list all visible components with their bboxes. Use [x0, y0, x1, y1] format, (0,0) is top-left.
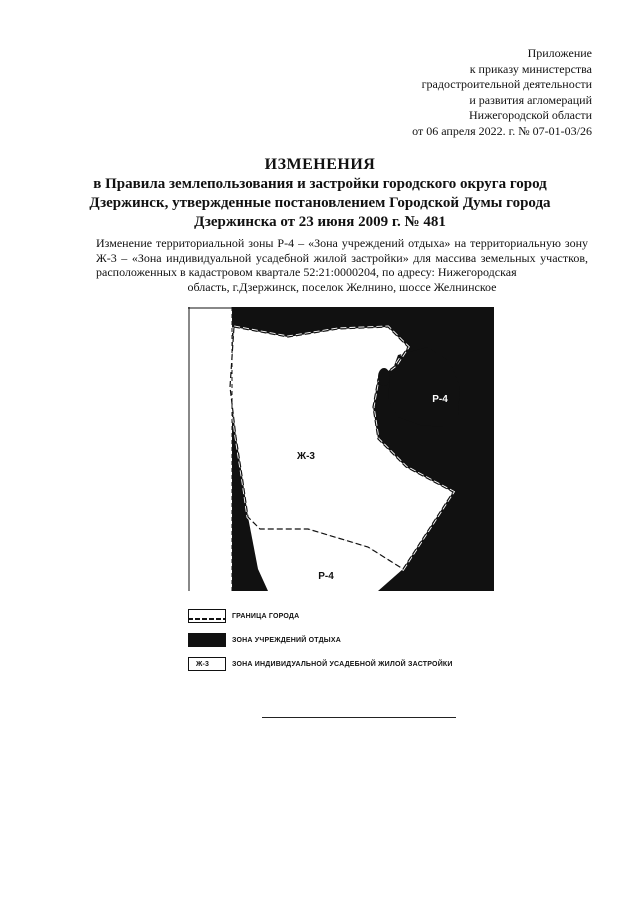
- title-line: Дзержинск, утвержденные постановлением Городской Думы города: [89, 195, 551, 211]
- description-line: Изменение территориальной зоны Р-4 – «Зона учреждений отдыха» на территориальную зону: [96, 236, 588, 250]
- zone-label-zh3: Ж-3: [297, 451, 315, 462]
- zone-label-r4: Р-4: [318, 571, 334, 582]
- legend-code: Ж-3: [196, 661, 210, 668]
- title-line: в Правила землепользования и застройки городского округа город: [93, 176, 547, 192]
- footer-rule: [262, 717, 456, 718]
- legend-label: ЗОНА УЧРЕЖДЕНИЙ ОТДЫХА: [232, 637, 341, 644]
- title-heading: ИЗМЕНЕНИЯ: [264, 156, 376, 173]
- appendix-line: к приказу министерства: [469, 61, 592, 76]
- appendix-line: от 06 апреля 2022. г. № 07-01-03/26: [412, 123, 592, 138]
- legend-item-city-boundary: [188, 609, 508, 633]
- appendix-block: [412, 46, 592, 139]
- appendix-line: Приложение: [527, 46, 592, 60]
- zoning-map: [188, 307, 494, 591]
- legend-item-residential-zone: [188, 657, 508, 681]
- title-line: Дзержинска от 23 июня 2009 г. № 481: [194, 214, 446, 230]
- legend-label: ГРАНИЦА ГОРОДА: [232, 613, 300, 620]
- description-line: Ж-3 – «Зона индивидуальной усадебной жилой застройки» для массива земельных участков,: [96, 250, 588, 265]
- recreation-patch: [378, 368, 390, 386]
- change-description: [96, 236, 588, 294]
- map-legend: [188, 609, 508, 681]
- appendix-line: градостроительной деятельности: [421, 77, 592, 91]
- description-line: область, г.Дзержинск, поселок Желнино, шоссе Желнинское: [187, 279, 497, 294]
- appendix-line: и развития агломераций: [469, 92, 592, 107]
- description-line: расположенных в кадастровом квартале 52:21:0000204, по адресу: Нижегородская: [96, 265, 517, 279]
- left-strip: [188, 307, 232, 591]
- legend-item-recreation-zone: [188, 633, 508, 657]
- city-boundary-swatch: [188, 609, 226, 623]
- legend-label: ЗОНА ИНДИВИДУАЛЬНОЙ УСАДЕБНОЙ ЖИЛОЙ ЗАСТРОЙКИ: [232, 661, 453, 668]
- recreation-zone-swatch: [188, 633, 226, 647]
- zone-label-r4: Р-4: [432, 394, 448, 405]
- appendix-line: Нижегородской области: [468, 108, 592, 122]
- document-title: [60, 155, 580, 232]
